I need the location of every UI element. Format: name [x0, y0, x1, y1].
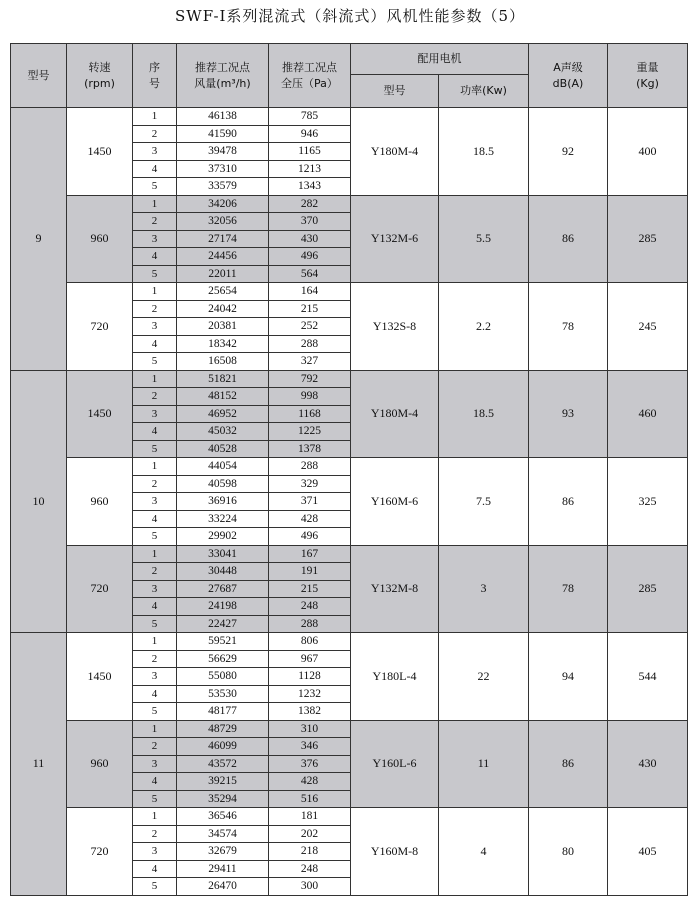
- table-row: [11, 720, 688, 738]
- seq-cell: 4: [133, 510, 177, 528]
- pressure-cell: 564: [269, 265, 351, 283]
- flow-cell: 30448: [177, 563, 269, 581]
- pressure-cell: 300: [269, 878, 351, 896]
- pressure-cell: 1382: [269, 703, 351, 721]
- seq-cell: 4: [133, 685, 177, 703]
- pressure-cell: 371: [269, 493, 351, 511]
- page-title: SWF-Ⅰ系列混流式（斜流式）风机性能参数（5）: [175, 7, 525, 25]
- pressure-cell: 516: [269, 790, 351, 808]
- flow-cell: 51821: [177, 370, 269, 388]
- seq-cell: 2: [133, 300, 177, 318]
- flow-cell: 34574: [177, 825, 269, 843]
- pressure-cell: 310: [269, 720, 351, 738]
- weight-cell: 460: [608, 370, 688, 458]
- speed-cell: 720: [67, 545, 133, 633]
- flow-cell: 48177: [177, 703, 269, 721]
- speed-cell: 960: [67, 458, 133, 546]
- pressure-cell: 327: [269, 353, 351, 371]
- seq-cell: 5: [133, 703, 177, 721]
- flow-cell: 22427: [177, 615, 269, 633]
- pressure-cell: 1343: [269, 178, 351, 196]
- pressure-cell: 191: [269, 563, 351, 581]
- pressure-cell: 282: [269, 195, 351, 213]
- speed-cell: 720: [67, 808, 133, 896]
- noise-cell: 78: [529, 283, 608, 371]
- flow-cell: 48729: [177, 720, 269, 738]
- seq-cell: 1: [133, 808, 177, 826]
- flow-cell: 55080: [177, 668, 269, 686]
- flow-cell: 16508: [177, 353, 269, 371]
- flow-cell: 46952: [177, 405, 269, 423]
- pressure-cell: 1213: [269, 160, 351, 178]
- motor-model-cell: Y180L-4: [351, 633, 439, 721]
- seq-cell: 3: [133, 405, 177, 423]
- weight-cell: 544: [608, 633, 688, 721]
- fan-performance-table: [10, 43, 688, 896]
- pressure-cell: 288: [269, 335, 351, 353]
- pressure-cell: 215: [269, 300, 351, 318]
- noise-cell: 86: [529, 195, 608, 283]
- flow-cell: 34206: [177, 195, 269, 213]
- flow-cell: 25654: [177, 283, 269, 301]
- flow-cell: 35294: [177, 790, 269, 808]
- weight-cell: 245: [608, 283, 688, 371]
- pressure-cell: 370: [269, 213, 351, 231]
- flow-cell: 27174: [177, 230, 269, 248]
- flow-cell: 26470: [177, 878, 269, 896]
- motor-power-cell: 7.5: [439, 458, 529, 546]
- noise-cell: 92: [529, 108, 608, 196]
- weight-cell: 405: [608, 808, 688, 896]
- header-speed: 转速 (rpm): [67, 44, 133, 108]
- noise-cell: 78: [529, 545, 608, 633]
- flow-cell: 18342: [177, 335, 269, 353]
- seq-cell: 2: [133, 738, 177, 756]
- noise-cell: 80: [529, 808, 608, 896]
- seq-cell: 2: [133, 563, 177, 581]
- pressure-cell: 181: [269, 808, 351, 826]
- pressure-cell: 496: [269, 528, 351, 546]
- seq-cell: 4: [133, 335, 177, 353]
- seq-cell: 3: [133, 755, 177, 773]
- flow-cell: 48152: [177, 388, 269, 406]
- seq-cell: 3: [133, 843, 177, 861]
- seq-cell: 1: [133, 633, 177, 651]
- motor-model-cell: Y180M-4: [351, 108, 439, 196]
- header-motor: 配用电机: [351, 44, 529, 75]
- seq-cell: 1: [133, 195, 177, 213]
- pressure-cell: 430: [269, 230, 351, 248]
- seq-cell: 5: [133, 878, 177, 896]
- seq-cell: 2: [133, 388, 177, 406]
- header-weight: 重量 (Kg): [608, 44, 688, 108]
- header-seq: 序 号: [133, 44, 177, 108]
- pressure-cell: 1128: [269, 668, 351, 686]
- flow-cell: 29411: [177, 860, 269, 878]
- header-flow: 推荐工况点 风量(m³/h): [177, 44, 269, 108]
- flow-cell: 33041: [177, 545, 269, 563]
- table-row: [11, 545, 688, 563]
- pressure-cell: 288: [269, 458, 351, 476]
- seq-cell: 3: [133, 580, 177, 598]
- pressure-cell: 346: [269, 738, 351, 756]
- header-model: 型号: [11, 44, 67, 108]
- pressure-cell: 376: [269, 755, 351, 773]
- speed-cell: 1450: [67, 108, 133, 196]
- table-row: [11, 283, 688, 301]
- pressure-cell: 1168: [269, 405, 351, 423]
- flow-cell: 32056: [177, 213, 269, 231]
- seq-cell: 2: [133, 475, 177, 493]
- motor-power-cell: 18.5: [439, 108, 529, 196]
- seq-cell: 5: [133, 178, 177, 196]
- flow-cell: 40528: [177, 440, 269, 458]
- flow-cell: 36916: [177, 493, 269, 511]
- motor-model-cell: Y132M-8: [351, 545, 439, 633]
- flow-cell: 37310: [177, 160, 269, 178]
- speed-cell: 960: [67, 720, 133, 808]
- flow-cell: 39478: [177, 143, 269, 161]
- motor-power-cell: 11: [439, 720, 529, 808]
- flow-cell: 39215: [177, 773, 269, 791]
- motor-model-cell: Y180M-4: [351, 370, 439, 458]
- flow-cell: 27687: [177, 580, 269, 598]
- noise-cell: 86: [529, 720, 608, 808]
- header-pressure: 推荐工况点 全压（Pa）: [269, 44, 351, 108]
- pressure-cell: 496: [269, 248, 351, 266]
- flow-cell: 59521: [177, 633, 269, 651]
- noise-cell: 86: [529, 458, 608, 546]
- table-row: [11, 458, 688, 476]
- flow-cell: 32679: [177, 843, 269, 861]
- flow-cell: 46099: [177, 738, 269, 756]
- speed-cell: 1450: [67, 633, 133, 721]
- motor-model-cell: Y160L-6: [351, 720, 439, 808]
- fan-model-cell: 10: [11, 370, 67, 633]
- seq-cell: 1: [133, 108, 177, 126]
- flow-cell: 53530: [177, 685, 269, 703]
- seq-cell: 3: [133, 668, 177, 686]
- table-row: [11, 370, 688, 388]
- header-motor-power: 功率(Kw): [439, 75, 529, 108]
- motor-power-cell: 5.5: [439, 195, 529, 283]
- pressure-cell: 428: [269, 510, 351, 528]
- fan-model-cell: 9: [11, 108, 67, 371]
- pressure-cell: 218: [269, 843, 351, 861]
- seq-cell: 1: [133, 370, 177, 388]
- pressure-cell: 806: [269, 633, 351, 651]
- seq-cell: 1: [133, 545, 177, 563]
- motor-power-cell: 3: [439, 545, 529, 633]
- motor-model-cell: Y132M-6: [351, 195, 439, 283]
- seq-cell: 5: [133, 615, 177, 633]
- flow-cell: 24198: [177, 598, 269, 616]
- pressure-cell: 1232: [269, 685, 351, 703]
- flow-cell: 24456: [177, 248, 269, 266]
- seq-cell: 1: [133, 720, 177, 738]
- seq-cell: 3: [133, 230, 177, 248]
- motor-model-cell: Y160M-6: [351, 458, 439, 546]
- motor-power-cell: 4: [439, 808, 529, 896]
- pressure-cell: 167: [269, 545, 351, 563]
- flow-cell: 22011: [177, 265, 269, 283]
- pressure-cell: 248: [269, 860, 351, 878]
- seq-cell: 3: [133, 493, 177, 511]
- speed-cell: 720: [67, 283, 133, 371]
- pressure-cell: 428: [269, 773, 351, 791]
- speed-cell: 1450: [67, 370, 133, 458]
- noise-cell: 93: [529, 370, 608, 458]
- seq-cell: 2: [133, 825, 177, 843]
- seq-cell: 4: [133, 160, 177, 178]
- seq-cell: 2: [133, 125, 177, 143]
- seq-cell: 4: [133, 598, 177, 616]
- pressure-cell: 967: [269, 650, 351, 668]
- flow-cell: 41590: [177, 125, 269, 143]
- pressure-cell: 792: [269, 370, 351, 388]
- table-header: [11, 44, 688, 108]
- table-row: [11, 108, 688, 126]
- pressure-cell: 1165: [269, 143, 351, 161]
- flow-cell: 46138: [177, 108, 269, 126]
- weight-cell: 285: [608, 545, 688, 633]
- pressure-cell: 329: [269, 475, 351, 493]
- header-motor-model: 型号: [351, 75, 439, 108]
- seq-cell: 4: [133, 773, 177, 791]
- pressure-cell: 215: [269, 580, 351, 598]
- flow-cell: 29902: [177, 528, 269, 546]
- motor-power-cell: 2.2: [439, 283, 529, 371]
- pressure-cell: 998: [269, 388, 351, 406]
- seq-cell: 5: [133, 528, 177, 546]
- seq-cell: 3: [133, 318, 177, 336]
- seq-cell: 4: [133, 248, 177, 266]
- flow-cell: 20381: [177, 318, 269, 336]
- speed-cell: 960: [67, 195, 133, 283]
- seq-cell: 3: [133, 143, 177, 161]
- seq-cell: 5: [133, 440, 177, 458]
- pressure-cell: 1225: [269, 423, 351, 441]
- flow-cell: 43572: [177, 755, 269, 773]
- pressure-cell: 248: [269, 598, 351, 616]
- weight-cell: 430: [608, 720, 688, 808]
- flow-cell: 40598: [177, 475, 269, 493]
- seq-cell: 5: [133, 265, 177, 283]
- motor-model-cell: Y132S-8: [351, 283, 439, 371]
- seq-cell: 1: [133, 458, 177, 476]
- seq-cell: 2: [133, 650, 177, 668]
- flow-cell: 33224: [177, 510, 269, 528]
- pressure-cell: 785: [269, 108, 351, 126]
- fan-model-cell: 11: [11, 633, 67, 896]
- flow-cell: 24042: [177, 300, 269, 318]
- weight-cell: 400: [608, 108, 688, 196]
- table-row: [11, 195, 688, 213]
- pressure-cell: 946: [269, 125, 351, 143]
- seq-cell: 1: [133, 283, 177, 301]
- seq-cell: 4: [133, 860, 177, 878]
- seq-cell: 4: [133, 423, 177, 441]
- pressure-cell: 164: [269, 283, 351, 301]
- flow-cell: 56629: [177, 650, 269, 668]
- weight-cell: 285: [608, 195, 688, 283]
- flow-cell: 45032: [177, 423, 269, 441]
- motor-power-cell: 22: [439, 633, 529, 721]
- flow-cell: 33579: [177, 178, 269, 196]
- header-noise: A声级 dB(A): [529, 44, 608, 108]
- seq-cell: 5: [133, 353, 177, 371]
- motor-power-cell: 18.5: [439, 370, 529, 458]
- noise-cell: 94: [529, 633, 608, 721]
- motor-model-cell: Y160M-8: [351, 808, 439, 896]
- seq-cell: 5: [133, 790, 177, 808]
- table-body: [11, 108, 688, 896]
- table-row: [11, 633, 688, 651]
- flow-cell: 36546: [177, 808, 269, 826]
- weight-cell: 325: [608, 458, 688, 546]
- pressure-cell: 288: [269, 615, 351, 633]
- pressure-cell: 202: [269, 825, 351, 843]
- flow-cell: 44054: [177, 458, 269, 476]
- seq-cell: 2: [133, 213, 177, 231]
- pressure-cell: 252: [269, 318, 351, 336]
- pressure-cell: 1378: [269, 440, 351, 458]
- table-row: [11, 808, 688, 826]
